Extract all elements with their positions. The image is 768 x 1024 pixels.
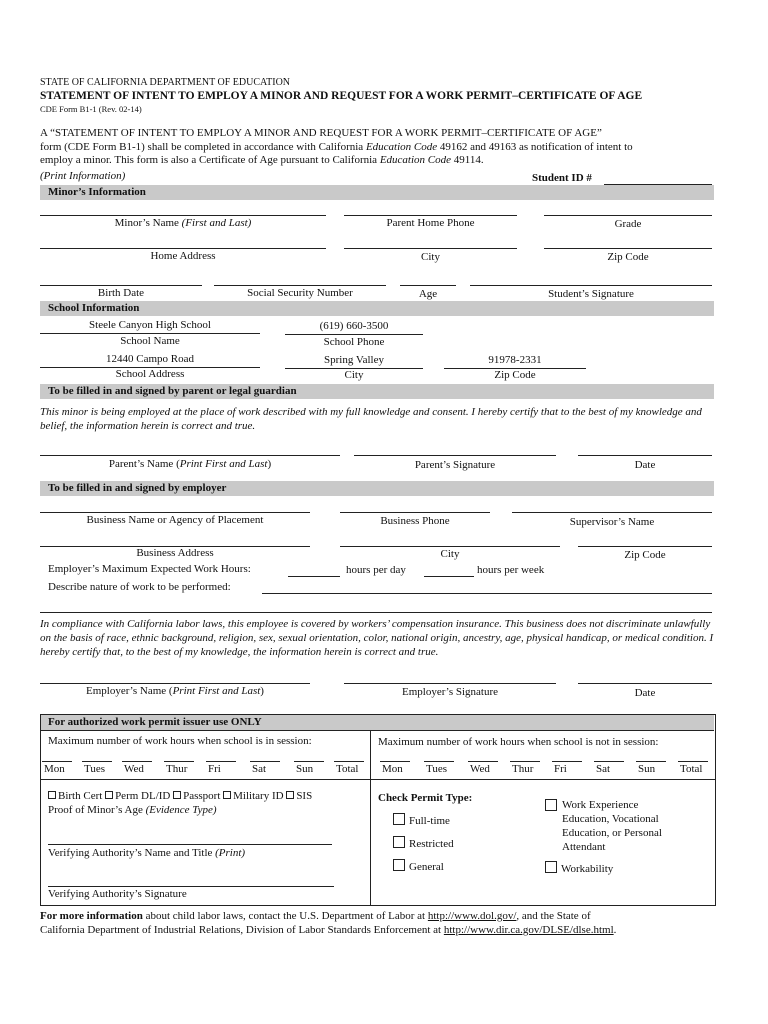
day-label-fri: Fri <box>208 763 221 775</box>
day-label-total: Total <box>680 763 703 775</box>
label-text: Proof of Minor’s Age <box>48 804 143 816</box>
day-label-tues: Tues <box>426 763 447 775</box>
school-city-label: City <box>344 369 364 381</box>
footer-text: California Department of Industrial Relations, Division of Labor Standards Enforcement at <box>40 924 442 936</box>
zip-code-label: Zip Code <box>607 251 649 263</box>
day-label-tues: Tues <box>84 763 105 775</box>
verifying-name-label <box>48 847 245 859</box>
day-label-thur: Thur <box>166 763 188 775</box>
business-zip-field[interactable] <box>578 546 712 547</box>
school-city-value: Spring Valley <box>324 354 384 366</box>
label-text: ) <box>260 685 264 697</box>
proof-of-age-label <box>48 804 217 816</box>
department-name: STATE OF CALIFORNIA DEPARTMENT OF EDUCATION <box>40 77 291 88</box>
in-session-label: Maximum number of work hours when school is in session: <box>48 735 312 747</box>
option-label: Attendant <box>562 841 606 853</box>
parent-signature-field[interactable] <box>354 455 556 456</box>
evidence-military-id[interactable] <box>223 790 283 802</box>
option-label: Work Experience <box>562 799 639 811</box>
minor-name-field[interactable] <box>40 215 326 216</box>
employer-date-label: Date <box>634 687 656 699</box>
hours-field-total[interactable] <box>678 761 708 762</box>
student-signature-label: Student’s Signature <box>548 288 634 300</box>
minor-info-heading: Minor’s Information <box>48 186 146 198</box>
parent-name-field[interactable] <box>40 455 340 456</box>
business-address-label: Business Address <box>136 547 214 559</box>
business-zip-label: Zip Code <box>624 549 666 561</box>
school-phone-label: School Phone <box>323 336 385 348</box>
school-name-line <box>40 333 260 334</box>
school-info-band <box>40 301 714 316</box>
verifying-name-field[interactable] <box>48 844 332 845</box>
day-label-sun: Sun <box>296 763 314 775</box>
intro-code: Education Code <box>365 141 438 153</box>
guardian-band <box>40 384 714 399</box>
checkbox-icon <box>286 791 294 799</box>
grade-field[interactable] <box>544 215 712 216</box>
option-label: Education, or Personal <box>562 827 662 839</box>
age-label: Age <box>418 288 438 300</box>
issuer-heading: For authorized work permit issuer use ONLY <box>48 716 262 728</box>
home-address-label: Home Address <box>150 250 216 262</box>
hours-field-sat[interactable] <box>250 761 280 762</box>
option-label: Military ID <box>233 790 284 802</box>
employer-signature-label: Employer’s Signature <box>401 686 499 698</box>
option-label: Workability <box>561 863 614 875</box>
school-name-label: School Name <box>120 335 180 347</box>
footer-lead: For more information <box>40 910 143 922</box>
age-field[interactable] <box>400 285 456 286</box>
guardian-heading: To be filled in and signed by parent or legal guardian <box>48 385 297 397</box>
guardian-statement: This minor is being employed at the place of work described with my full knowledge and consent. I hereby certify that to the best of my knowledge and belief, the information herein is correct and true. <box>40 406 702 432</box>
hours-field-tues[interactable] <box>424 761 454 762</box>
parent-date-label: Date <box>634 459 656 471</box>
option-label: Education, Vocational <box>562 813 659 825</box>
city-field[interactable] <box>344 248 517 249</box>
parent-home-phone-label: Parent Home Phone <box>386 217 475 229</box>
employer-band <box>40 481 714 496</box>
permit-full-time[interactable] <box>393 813 450 827</box>
business-city-field[interactable] <box>340 546 560 547</box>
label-text: Employer’s Name ( <box>86 685 173 697</box>
label-text: (Print) <box>215 847 246 859</box>
hours-per-week-field[interactable] <box>424 576 474 577</box>
label-text: (First and Last) <box>181 217 252 229</box>
business-name-field[interactable] <box>40 512 310 513</box>
intro-code: Education Code <box>379 154 451 166</box>
not-in-session-label: Maximum number of work hours when school is not in session: <box>378 736 659 748</box>
checkbox-icon <box>105 791 113 799</box>
student-id-label: Student ID # <box>532 172 592 184</box>
school-info-heading: School Information <box>48 302 140 314</box>
hours-field-mon[interactable] <box>380 761 410 762</box>
option-label: Passport <box>183 790 221 802</box>
hours-field-mon[interactable] <box>42 761 72 762</box>
label-text: (Evidence Type) <box>145 804 217 816</box>
checkbox-icon <box>393 836 405 848</box>
dlse-link[interactable]: http://www.dir.ca.gov/DLSE/dlse.html <box>443 924 614 936</box>
issuer-row-divider <box>41 779 715 780</box>
minor-name-label <box>40 217 326 229</box>
intro-text: 49114. <box>453 154 484 166</box>
checkbox-icon <box>545 861 557 873</box>
school-address-value: 12440 Campo Road <box>106 353 194 365</box>
day-label-mon: Mon <box>44 763 65 775</box>
business-name-label: Business Name or Agency of Placement <box>86 514 264 526</box>
employer-name-label <box>40 685 310 697</box>
footer-text: about child labor laws, contact the U.S. Department of Labor at <box>145 910 426 922</box>
hours-field-fri[interactable] <box>552 761 582 762</box>
hours-field-tues[interactable] <box>82 761 112 762</box>
ssn-field[interactable] <box>214 285 386 286</box>
hours-field-sun[interactable] <box>636 761 666 762</box>
label-text: Print First and Last <box>179 458 268 470</box>
hours-field-total[interactable] <box>334 761 364 762</box>
intro-text: 49162 and 49163 as notification of intent to <box>439 141 633 153</box>
city-label: City <box>421 251 440 263</box>
school-zip-label: Zip Code <box>494 369 536 381</box>
work-hours-label: Employer’s Maximum Expected Work Hours: <box>48 563 251 575</box>
checkbox-icon <box>223 791 231 799</box>
business-phone-label: Business Phone <box>380 515 450 527</box>
hours-field-thur[interactable] <box>164 761 194 762</box>
student-signature-field[interactable] <box>470 285 712 286</box>
day-label-total: Total <box>336 763 359 775</box>
hours-per-week-label: hours per week <box>477 564 545 576</box>
permit-workability[interactable] <box>545 861 613 875</box>
employer-heading: To be filled in and signed by employer <box>48 482 227 494</box>
employer-signature-field[interactable] <box>344 683 556 684</box>
evidence-options <box>48 790 312 802</box>
business-city-label: City <box>440 548 460 560</box>
business-phone-field[interactable] <box>340 512 490 513</box>
option-label: Perm DL/ID <box>115 790 171 802</box>
birth-date-field[interactable] <box>40 285 202 286</box>
grade-label: Grade <box>614 218 642 230</box>
intro-line-2 <box>40 141 633 153</box>
supervisor-name-label: Supervisor’s Name <box>569 516 655 528</box>
evidence-passport[interactable] <box>173 790 220 802</box>
day-label-mon: Mon <box>382 763 403 775</box>
school-phone-value: (619) 660-3500 <box>319 320 389 332</box>
hours-field-wed[interactable] <box>122 761 152 762</box>
employer-name-field[interactable] <box>40 683 310 684</box>
day-label-wed: Wed <box>124 763 144 775</box>
hours-field-fri[interactable] <box>206 761 236 762</box>
check-permit-type-label: Check Permit Type: <box>378 792 473 804</box>
hours-per-day-field[interactable] <box>288 576 340 577</box>
permit-restricted[interactable] <box>393 836 454 850</box>
option-label: Restricted <box>409 838 454 850</box>
checkbox-icon <box>545 799 557 811</box>
form-title: STATEMENT OF INTENT TO EMPLOY A MINOR AND REQUEST FOR A WORK PERMIT–CERTIFICATE OF AGE <box>40 90 643 102</box>
evidence-perm-dl[interactable] <box>105 790 170 802</box>
verifying-signature-field[interactable] <box>48 886 334 887</box>
label-text: Minor’s Name <box>114 217 179 229</box>
intro-line-3 <box>40 154 484 166</box>
permit-work-experience[interactable] <box>545 798 662 854</box>
hours-field-thur[interactable] <box>510 761 540 762</box>
option-label: Full-time <box>409 815 450 827</box>
parent-name-label <box>40 458 340 470</box>
day-label-thur: Thur <box>512 763 534 775</box>
checkbox-icon <box>393 813 405 825</box>
checkbox-icon <box>393 859 405 871</box>
describe-work-field-2[interactable] <box>40 612 712 613</box>
footer-line-2 <box>40 924 616 936</box>
intro-text: employ a minor. This form is also a Certificate of Age pursuant to California <box>40 154 378 166</box>
print-information-note: (Print Information) <box>40 170 126 182</box>
compliance-statement: In compliance with California labor laws, this employee is covered by workers’ compensation insurance. This business does not discriminate unlawfully on the basis of race, ethnic background, religion, sex, sexual orientation, color, national origin, ancestry, age, physical handicap, or medical condition. I hereby certify that, to the best of my knowledge, the information herein is correct and true. <box>40 618 714 658</box>
school-address-label: School Address <box>115 368 185 380</box>
label-text: Parent’s Name ( <box>108 458 180 470</box>
school-zip-value: 91978-2331 <box>488 354 542 366</box>
describe-work-field[interactable] <box>262 593 712 594</box>
supervisor-name-field[interactable] <box>512 512 712 513</box>
employer-date-field[interactable] <box>578 683 712 684</box>
hours-field-sun[interactable] <box>294 761 324 762</box>
footer-text: . <box>613 924 617 936</box>
label-text: ) <box>267 458 272 470</box>
hours-per-day-label: hours per day <box>346 564 406 576</box>
describe-work-label: Describe nature of work to be performed: <box>48 581 231 593</box>
parent-signature-label: Parent’s Signature <box>414 459 496 471</box>
school-name-value: Steele Canyon High School <box>89 319 211 331</box>
hours-field-wed[interactable] <box>468 761 498 762</box>
option-label: SIS <box>296 790 313 802</box>
ssn-label: Social Security Number <box>247 287 353 299</box>
footer-line-1 <box>40 910 591 922</box>
evidence-birth-cert[interactable] <box>48 790 102 802</box>
day-label-fri: Fri <box>554 763 567 775</box>
checkbox-icon <box>173 791 181 799</box>
verifying-signature-label: Verifying Authority’s Signature <box>48 888 187 900</box>
school-phone-line <box>285 334 423 335</box>
birth-date-label: Birth Date <box>97 287 145 299</box>
intro-line-1: A “STATEMENT OF INTENT TO EMPLOY A MINOR AND REQUEST FOR A WORK PERMIT–CERTIFICATE OF AGE” <box>40 127 602 139</box>
intro-text: form (CDE Form B1-1) shall be completed in accordance with California <box>40 141 364 153</box>
day-label-sat: Sat <box>596 763 611 775</box>
permit-general[interactable] <box>393 859 444 873</box>
parent-date-field[interactable] <box>578 455 712 456</box>
option-label: Birth Cert <box>58 790 103 802</box>
parent-home-phone-field[interactable] <box>344 215 517 216</box>
evidence-sis[interactable] <box>286 790 312 802</box>
option-label: General <box>409 861 444 873</box>
minor-info-band <box>40 185 714 200</box>
issuer-divider <box>370 731 371 905</box>
day-label-sat: Sat <box>252 763 267 775</box>
home-address-field[interactable] <box>40 248 326 249</box>
hours-field-sat[interactable] <box>594 761 624 762</box>
day-label-sun: Sun <box>638 763 656 775</box>
label-text: Print First and Last <box>172 685 261 697</box>
label-text: Verifying Authority’s Name and Title <box>48 847 213 859</box>
form-id: CDE Form B1-1 (Rev. 02-14) <box>40 104 142 114</box>
footer-text: , and the State of <box>516 910 591 922</box>
dol-link[interactable]: http://www.dol.gov/ <box>427 910 517 922</box>
day-label-wed: Wed <box>470 763 490 775</box>
checkbox-icon <box>48 791 56 799</box>
zip-code-field[interactable] <box>544 248 712 249</box>
